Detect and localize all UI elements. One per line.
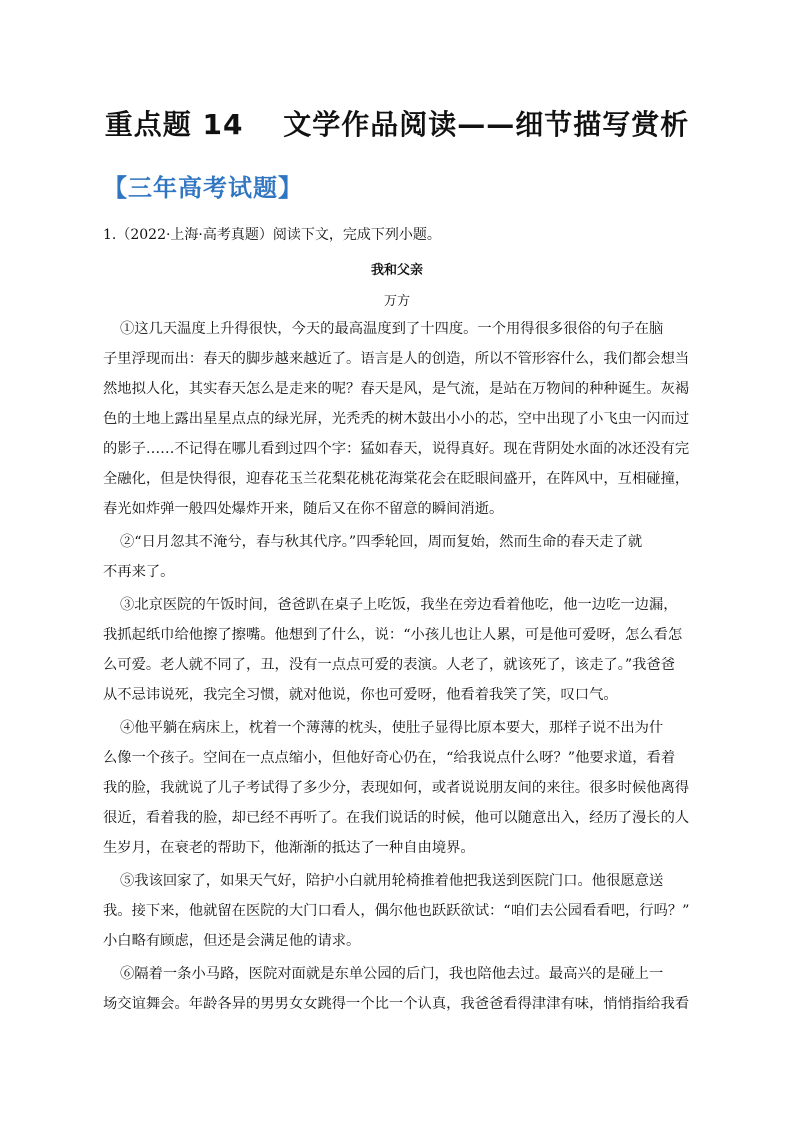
paragraph-line: 么像一个孩子。空间在一点点缩小，但他好奇心仍在，“给我说点什么呀？”他要求道，看着 — [103, 750, 676, 766]
paragraph-line: 从不忌讳说死，我完全习惯，就对他说，你也可爱呀，他看着我笑了笑，叹口气。 — [103, 687, 618, 703]
article-author: 万方 — [383, 294, 410, 309]
paragraph — [103, 713, 723, 863]
paragraph-line: ⑥隔着一条小马路，医院对面就是东单公园的后门，我也陪他去过。最高兴的是碰上一 — [120, 966, 664, 982]
paragraph-line: ④他平躺在病床上，枕着一个薄薄的枕头，使肚子显得比原本要大，那样子说不出为什 — [120, 720, 664, 736]
question-prompt: 1.（2022·上海·高考真题）阅读下文，完成下列小题。 — [103, 227, 441, 243]
paragraph-line: 我的脸，我就说了儿子考试得了多少分，表现如何，或者说说朋友间的来往。很多时候他离得 — [103, 780, 690, 796]
paragraph-line: 很近，看着我的脸，却已经不再听了。在我们说话的时候，他可以随意出入，经历了漫长的人 — [103, 810, 690, 826]
section-heading: 【三年高考试题】 — [103, 174, 303, 202]
article-title: 我和父亲 — [370, 263, 423, 278]
paragraph-line: 么可爱。老人就不同了，丑，没有一点点可爱的表演。人老了，就该死了，该走了。”我爸爸 — [103, 657, 676, 673]
paragraph-line: 春光如炸弹一般四处爆炸开来，随后又在你不留意的瞬间消逝。 — [103, 501, 504, 517]
paragraph-line: ③北京医院的午饭时间，爸爸趴在桌子上吃饭，我坐在旁边看着他吃，他一边吃一边漏， — [120, 597, 678, 613]
paragraph-line: 子里浮现而出：春天的脚步越来越近了。语言是人的创造，所以不管形容什么，我们都会想当 — [103, 351, 690, 367]
paragraph-line: ⑤我该回家了，如果天气好，陪护小白就用轮椅推着他把我送到医院门口。他很愿意送 — [120, 873, 664, 889]
page-title: 重点题 14 文学作品阅读——细节描写赏析 — [104, 108, 690, 141]
paragraph-line: ①这几天温度上升得很快，今天的最高温度到了十四度。一个用得很多很俗的句子在脑 — [120, 321, 664, 337]
paragraph — [103, 590, 723, 710]
paragraph — [103, 959, 723, 1019]
paragraph-line: 色的土地上露出星星点点的绿光屏，光秃秃的树木鼓出小小的芯，空中出现了小飞虫一闪而过 — [103, 411, 690, 427]
paragraph — [103, 527, 723, 587]
paragraph-line: 然地拟人化，其实春天怎么是走来的呢？春天是风，是气流，是站在万物间的种种诞生。灰褐 — [103, 381, 690, 397]
paragraph-line: ②“日月忽其不淹兮，春与秋其代序。”四季轮回，周而复始，然而生命的春天走了就 — [120, 534, 643, 550]
paragraph-line: 小白略有顾虑，但还是会满足他的请求。 — [103, 933, 361, 949]
paragraph — [103, 866, 723, 956]
paragraph-line: 我。接下来，他就留在医院的大门口看人，偶尔他也跃跃欲试：“咱们去公园看看吧，行吗？” — [103, 903, 690, 919]
paragraph-line: 生岁月，在衰老的帮助下，他渐渐的抵达了一种自由境界。 — [103, 840, 475, 856]
article-body — [103, 314, 723, 1022]
paragraph-line: 场交谊舞会。年龄各异的男男女女跳得一个比一个认真，我爸爸看得津津有味，悄悄指给我看 — [103, 996, 690, 1012]
paragraph-line: 全融化，但是快得很，迎春花玉兰花梨花桃花海棠花会在眨眼间盛开，在阵风中，互相碰撞， — [103, 471, 690, 487]
paragraph-line: 的影子……不记得在哪儿看到过四个字：猛如春天，说得真好。现在背阴处水面的冰还没有完 — [103, 441, 690, 457]
paragraph-line: 不再来了。 — [103, 564, 175, 580]
paragraph-line: 我抓起纸巾给他擦了擦嘴。他想到了什么，说：“小孩儿也让人累，可是他可爱呀，怎么看怎 — [103, 627, 683, 643]
paragraph — [103, 314, 723, 524]
